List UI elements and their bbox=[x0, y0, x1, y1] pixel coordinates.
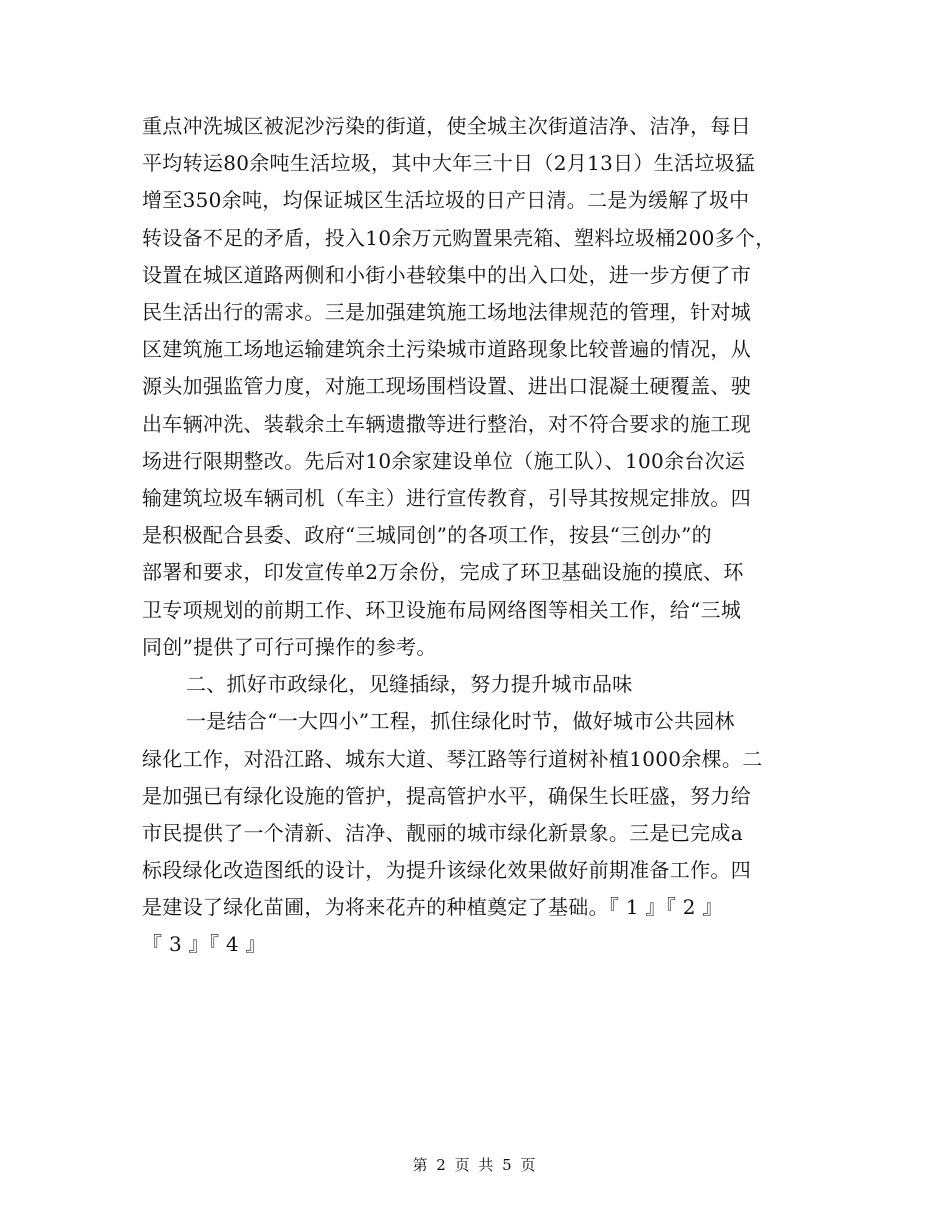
paragraph-line: 是加强已有绿化设施的管护，提高管护水平，确保生长旺盛，努力给 bbox=[142, 784, 751, 808]
paragraph-line: 民生活出行的需求。三是加强建筑施工场地法律规范的管理，针对城 bbox=[142, 300, 751, 324]
paragraph-line: 同创”提供了可行可操作的参考。 bbox=[142, 635, 437, 659]
paragraph-line: 市民提供了一个清新、洁净、靓丽的城市绿化新景象。三是已完成a bbox=[142, 821, 743, 845]
paragraph-line: 平均转运80余吨生活垃圾，其中大年三十日（2月13日）生活垃圾猛 bbox=[142, 151, 756, 175]
paragraph-line: 转设备不足的矛盾，投入10余万元购置果壳箱、塑料垃圾桶200多个， bbox=[142, 226, 776, 250]
paragraph-line: 部署和要求，印发宣传单2万余份，完成了环卫基础设施的摸底、环 bbox=[142, 560, 744, 584]
paragraph-line: 一是结合“一大四小”工程，抓住绿化时节，做好城市公共园林 bbox=[186, 709, 735, 733]
section-heading: 二、抓好市政绿化，见缝插绿，努力提升城市品味 bbox=[186, 672, 633, 696]
paragraph-line: 出车辆冲洗、装载余土车辆遗撒等进行整治，对不符合要求的施工现 bbox=[142, 412, 751, 436]
paragraph-line: 场进行限期整改。先后对10余家建设单位（施工队）、100余台次运 bbox=[142, 449, 746, 473]
paragraph-line: 卫专项规划的前期工作、环卫设施布局网络图等相关工作，给“三城 bbox=[142, 598, 742, 622]
paragraph-line: 输建筑垃圾车辆司机（车主）进行宣传教育，引导其按规定排放。四 bbox=[142, 486, 751, 510]
paragraph-line: 绿化工作，对沿江路、城东大道、琴江路等行道树补植1000余棵。二 bbox=[142, 747, 763, 771]
paragraph-line: 区建筑施工场地运输建筑余土污染城市道路现象比较普遍的情况，从 bbox=[142, 337, 751, 361]
paragraph-line: 设置在城区道路两侧和小街小巷较集中的出入口处，进一步方便了市 bbox=[142, 263, 751, 287]
paragraph-line: 是建设了绿化苗圃，为将来花卉的种植奠定了基础。『 1 』『 2 』 bbox=[142, 895, 723, 919]
paragraph-line: 源头加强监管力度，对施工现场围档设置、进出口混凝土硬覆盖、驶 bbox=[142, 374, 751, 398]
page-number: 第 2 页 共 5 页 bbox=[412, 1156, 538, 1174]
paragraph-line: 增至350余吨，均保证城区生活垃圾的日产日清。二是为缓解了圾中 bbox=[142, 188, 750, 212]
paragraph-line: 是积极配合县委、政府“三城同创”的各项工作，按县“三创办”的 bbox=[142, 523, 712, 547]
paragraph-line: 标段绿化改造图纸的设计，为提升该绿化效果做好前期准备工作。四 bbox=[142, 858, 751, 882]
reference-links: 『 3 』『 4 』 bbox=[142, 932, 266, 956]
paragraph-line: 重点冲洗城区被泥沙污染的街道，使全城主次街道洁净、洁净，每日 bbox=[142, 114, 751, 138]
